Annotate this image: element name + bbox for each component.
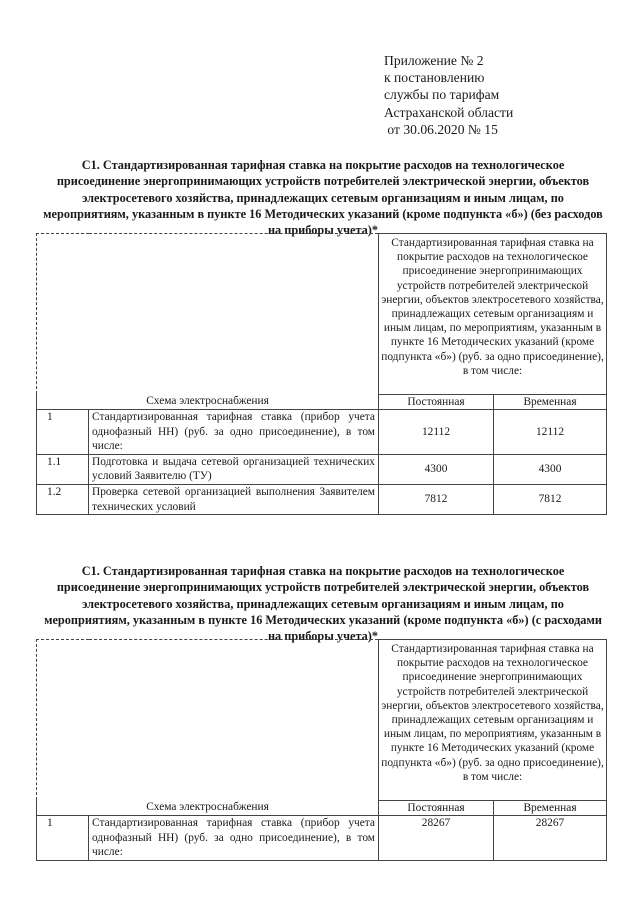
table-row [37, 410, 607, 455]
rate-header-cell: Стандартизированная тарифная ставка на покрытие расходов на технологическое присоединение энергопринимающих устройств потребителей электрической энергии, объектов электросетевого хозяйства, принадлежащих сетевым организациям и иным лицам, по мероприятиям, указанным в пункте 16 Методических указаний (кроме подпункта «б») (руб. за одно присоединение), в том числе: [379, 640, 607, 801]
col-temporary-header: Временная [494, 394, 607, 410]
section1-table [36, 233, 607, 515]
table-header-row [37, 234, 607, 395]
col-scheme-header: Схема электроснабжения [37, 800, 379, 816]
row-number: 1.2 [37, 485, 89, 515]
col-permanent-header: Постоянная [379, 800, 494, 816]
row-number: 1.1 [37, 454, 89, 484]
row-number: 1 [37, 410, 89, 455]
section2-table [36, 639, 607, 861]
appendix-line: Приложение № 2 [384, 53, 484, 68]
row-number: 1 [37, 816, 89, 861]
row-permanent-value: 7812 [379, 485, 494, 515]
table-header-row [37, 640, 607, 801]
row-permanent-value: 4300 [379, 454, 494, 484]
appendix-block [384, 52, 513, 138]
row-description: Стандартизированная тарифная ставка (прибор учета однофазный НН) (руб. за одно присоединение), в том числе: [89, 410, 379, 455]
row-temporary-value: 28267 [494, 816, 607, 861]
row-description: Проверка сетевой организацией выполнения Заявителем технических условий [89, 485, 379, 515]
empty-header-cell [37, 640, 379, 801]
appendix-line: Астраханской области [384, 104, 514, 120]
rate-header-cell: Стандартизированная тарифная ставка на покрытие расходов на технологическое присоединение энергопринимающих устройств потребителей электрической энергии, объектов электросетевого хозяйства, принадлежащих сетевым организациям и иным лицам, по мероприятиям, указанным в пункте 16 Методических указаний (кроме подпункта «б») (руб. за одно присоединение), в том числе: [379, 234, 607, 395]
row-temporary-value: 4300 [494, 454, 607, 484]
col-temporary-header: Временная [494, 800, 607, 816]
table-row [37, 454, 607, 484]
row-permanent-value: 12112 [379, 410, 494, 455]
appendix-line: от 30.06.2020 № 15 [384, 121, 498, 137]
col-scheme-header: Схема электроснабжения [37, 394, 379, 410]
row-description: Подготовка и выдача сетевой организацией технических условий Заявителю (ТУ) [89, 454, 379, 484]
appendix-line: службы по тарифам [384, 87, 500, 103]
section2-title: С1. Стандартизированная тарифная ставка на покрытие расходов на технологическое присоединение энергопринимающих устройств потребителей электрической энергии, объектов электросетевого хозяйства, принадлежащих сетевым организациям и иным лицам, по мероприятиям, указанным в пункте 16 Методических указаний (кроме подпункта «б») (с расходами на приборы учета)* [44, 564, 602, 644]
table-subheader-row [37, 800, 607, 816]
table-row [37, 485, 607, 515]
section1-title: С1. Стандартизированная тарифная ставка на покрытие расходов на технологическое присоединение энергопринимающих устройств потребителей электрической энергии, объектов электросетевого хозяйства, принадлежащих сетевым организациям и иным лицам, по мероприятиям, указанным в пункте 16 Методических указаний (кроме подпункта «б») (без расходов на приборы учета)* [43, 158, 603, 238]
row-temporary-value: 7812 [494, 485, 607, 515]
col-permanent-header: Постоянная [379, 394, 494, 410]
table-subheader-row [37, 394, 607, 410]
row-description: Стандартизированная тарифная ставка (прибор учета однофазный НН) (руб. за одно присоединение), в том числе: [89, 816, 379, 861]
empty-header-cell [37, 234, 379, 395]
table-row [37, 816, 607, 861]
appendix-line: к постановлению [384, 70, 485, 86]
row-permanent-value: 28267 [379, 816, 494, 861]
row-temporary-value: 12112 [494, 410, 607, 455]
